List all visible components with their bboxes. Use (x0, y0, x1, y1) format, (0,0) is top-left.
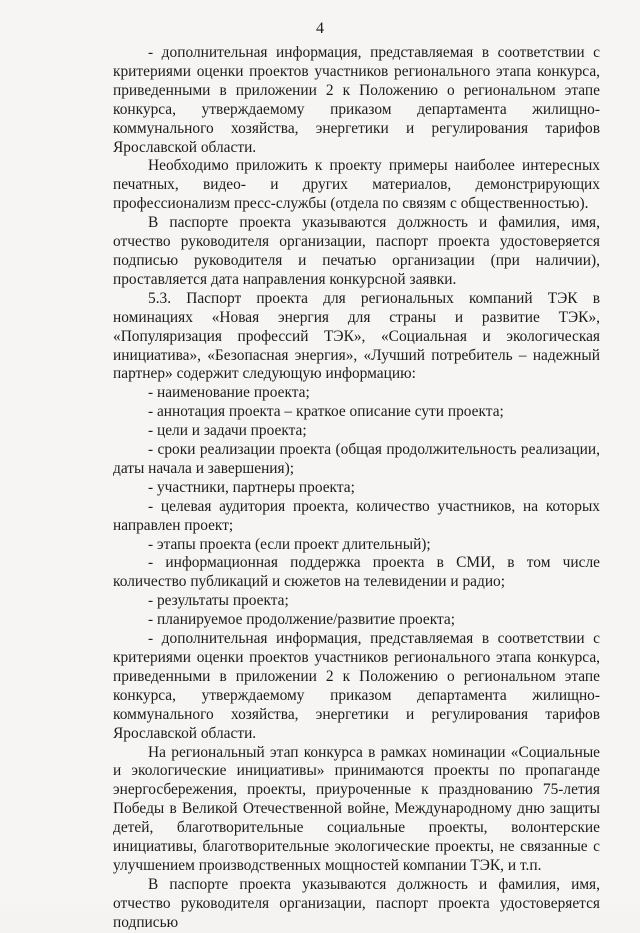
list-item: - аннотация проекта – краткое описание сути проекта; (148, 403, 504, 421)
list-item: - целевая аудитория проекта, количество участников, на которых направлен проект; (113, 497, 600, 534)
paragraph: В паспорте проекта указываются должность и фамилия, имя, отчество руководителя организации, паспорт проекта удостоверяется подписью (113, 875, 600, 931)
list-item: - результаты проекта; (148, 592, 289, 610)
list-item: - дополнительная информация, представляемая в соответствии с критериями оценки проектов участников регионального этапа конкурса, приведенными в приложении 2 к Положению о региональном этапе конкурса, утверждаемому приказом департамента жилищно-коммунального хозяйства, энергетики и регулирования тарифов Ярославской области. (113, 630, 600, 742)
paragraph: На региональный этап конкурса в рамках номинации «Социальные и экологические инициативы» принимаются проекты по пропаганде энергосбережения, проекты, приуроченные к празднованию 75-летия Победы в Великой Отечественной войне, Международному дню защиты детей, благотворительные социальные проекты, волонтерские инициативы, благотворительные экологические проекты, не связанные с улучшением производственных мощностей компании ТЭК, и т.п. (113, 743, 600, 874)
list-item: - этапы проекта (если проект длительный); (148, 535, 431, 553)
list-item: - планируемое продолжение/развитие проекта; (148, 611, 456, 629)
paragraph: В паспорте проекта указываются должность и фамилия, имя, отчество руководителя организации, паспорт проекта удостоверяется подписью руководителя и печатью организации (при наличии), проставляется дата направления конкурсной заявки. (113, 214, 600, 288)
page-number: 4 (316, 20, 324, 37)
paragraph: Необходимо приложить к проекту примеры наиболее интересных печатных, видео- и других материалов, демонстрирующих профессионализм пресс-службы (отдела по связям с общественностью). (113, 157, 600, 213)
list-item: - цели и задачи проекта; (148, 422, 307, 440)
paragraph: 5.3. Паспорт проекта для региональных компаний ТЭК в номинациях «Новая энергия для страны и развитие ТЭК», «Популяризация профессий ТЭК», «Социальная и экологическая инициатива», «Безопасная энергия», «Лучший потребитель – надежный партнер» содержит следующую информацию: (113, 289, 600, 383)
list-item: - дополнительная информация, представляемая в соответствии с критериями оценки проектов участников регионального этапа конкурса, приведенными в приложении 2 к Положению о региональном этапе конкурса, утверждаемому приказом департамента жилищно-коммунального хозяйства, энергетики и регулирования тарифов Ярославской области. (113, 44, 600, 156)
list-item: - участники, партнеры проекта; (148, 478, 355, 496)
list-item: - информационная поддержка проекта в СМИ, в том числе количество публикаций и сюжетов на телевидении и радио; (113, 554, 600, 591)
document-body (113, 44, 600, 933)
list-item: - сроки реализации проекта (общая продолжительность реализации, даты начала и завершения); (113, 441, 600, 477)
list-item: - наименование проекта; (148, 384, 310, 402)
